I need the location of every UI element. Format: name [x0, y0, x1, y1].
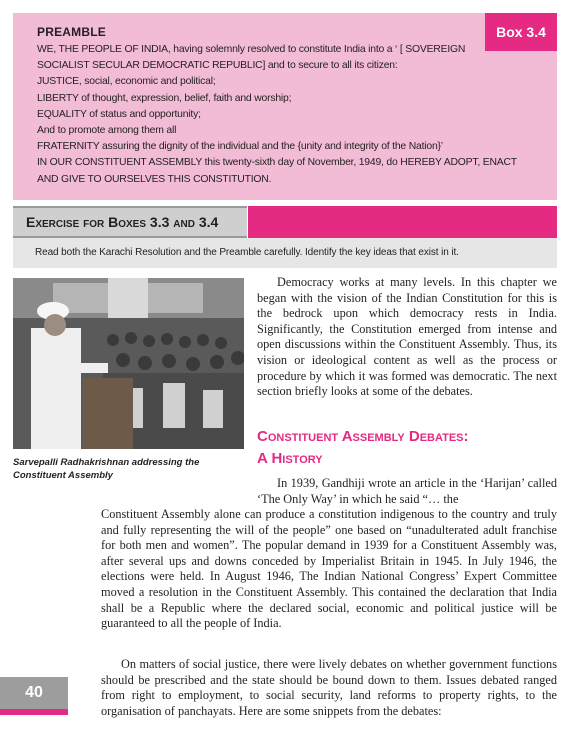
assembly-photo [13, 278, 244, 449]
preamble-text [37, 42, 537, 188]
exercise-text: Read both the Karachi Resolution and the Preamble carefully. Identify the key ideas that exist in it. [35, 247, 459, 258]
preamble-line: AND GIVE TO OURSELVES THIS CONSTITUTION. [37, 173, 272, 185]
preamble-line: WE, THE PEOPLE OF INDIA, having solemnly resolved to constitute India into a ‘ [ SOVEREIGN [37, 44, 466, 55]
preamble-line: SOCIALIST SECULAR DEMOCRATIC REPUBLIC] and to secure to all its citizen: [37, 60, 398, 72]
photo-caption: Sarvepalli Radhakrishnan addressing the Constituent Assembly [13, 457, 200, 481]
exercise-header [13, 206, 247, 238]
preamble-line: IN OUR CONSTITUENT ASSEMBLY this twenty-sixth day of November, 1949, do HEREBY ADOPT, ENACT [37, 157, 517, 169]
paragraph-gandhiji-start: In 1939, Gandhiji wrote an article in the ‘Harijan’ called ‘The Only Way’ in which he said “… the [257, 476, 557, 506]
page-number-accent [0, 709, 68, 715]
page-number: 40 [0, 677, 68, 709]
section-heading-line1: Constituent Assembly Debates: [257, 428, 469, 445]
preamble-box [13, 13, 557, 200]
preamble-line: JUSTICE, social, economic and political; [37, 76, 216, 88]
preamble-line: EQUALITY of status and opportunity; [37, 108, 201, 120]
exercise-title: Exercise for Boxes 3.3 and 3.4 [26, 214, 219, 230]
box-title: PREAMBLE [37, 25, 106, 39]
assembly-photo-image [13, 278, 244, 449]
exercise-accent-bar [248, 206, 557, 238]
preamble-line: FRATERNITY assuring the dignity of the individual and the {unity and integrity of the Nation}’ [37, 141, 443, 153]
paragraph-gandhiji: Constituent Assembly alone can produce a constitution indigenous to the country and truly and fully representing the will of the people” one based on “unadulterated adult franchise for both men and women”. The popular demand in 1939 for a Constituent Assembly was, after several ups and downs conceded by Imperialist Britain in 1945. In July 1946, the elections were held. In August 1946, The Indian National Congress’ Expert Committee moved a resolution in the Constituent Assembly. This contained the declaration that India shall be a Republic where the declared social, economic and political justice will be guaranteed to all the people of India. [101, 507, 557, 631]
intro-paragraph: Democracy works at many levels. In this chapter we began with the vision of the Indian Constitution for this is the bedrock upon which democracy rests in India. Significantly, the Constitution emerged from intense and open discussions within the Constituent Assembly. Thus, its vision or ideological content as well as the process or procedure by which it was formed was democratic. The next section briefly looks at some of the debates. [257, 275, 557, 399]
preamble-line: LIBERTY of thought, expression, belief, faith and worship; [37, 92, 292, 104]
section-heading [257, 426, 557, 470]
box-tag: Box 3.4 [485, 13, 557, 51]
preamble-line: And to promote among them all [37, 125, 177, 137]
exercise-body [13, 238, 557, 268]
paragraph-social-justice: On matters of social justice, there were lively debates on whether government functions should be prescribed and the state should be bound down to them. Issues debated ranged from right to employment, to social security, land reforms to property rights, to the organisation of panchayats. Here are some snippets from the debates: [101, 657, 557, 718]
section-heading-line2: A History [257, 450, 323, 467]
